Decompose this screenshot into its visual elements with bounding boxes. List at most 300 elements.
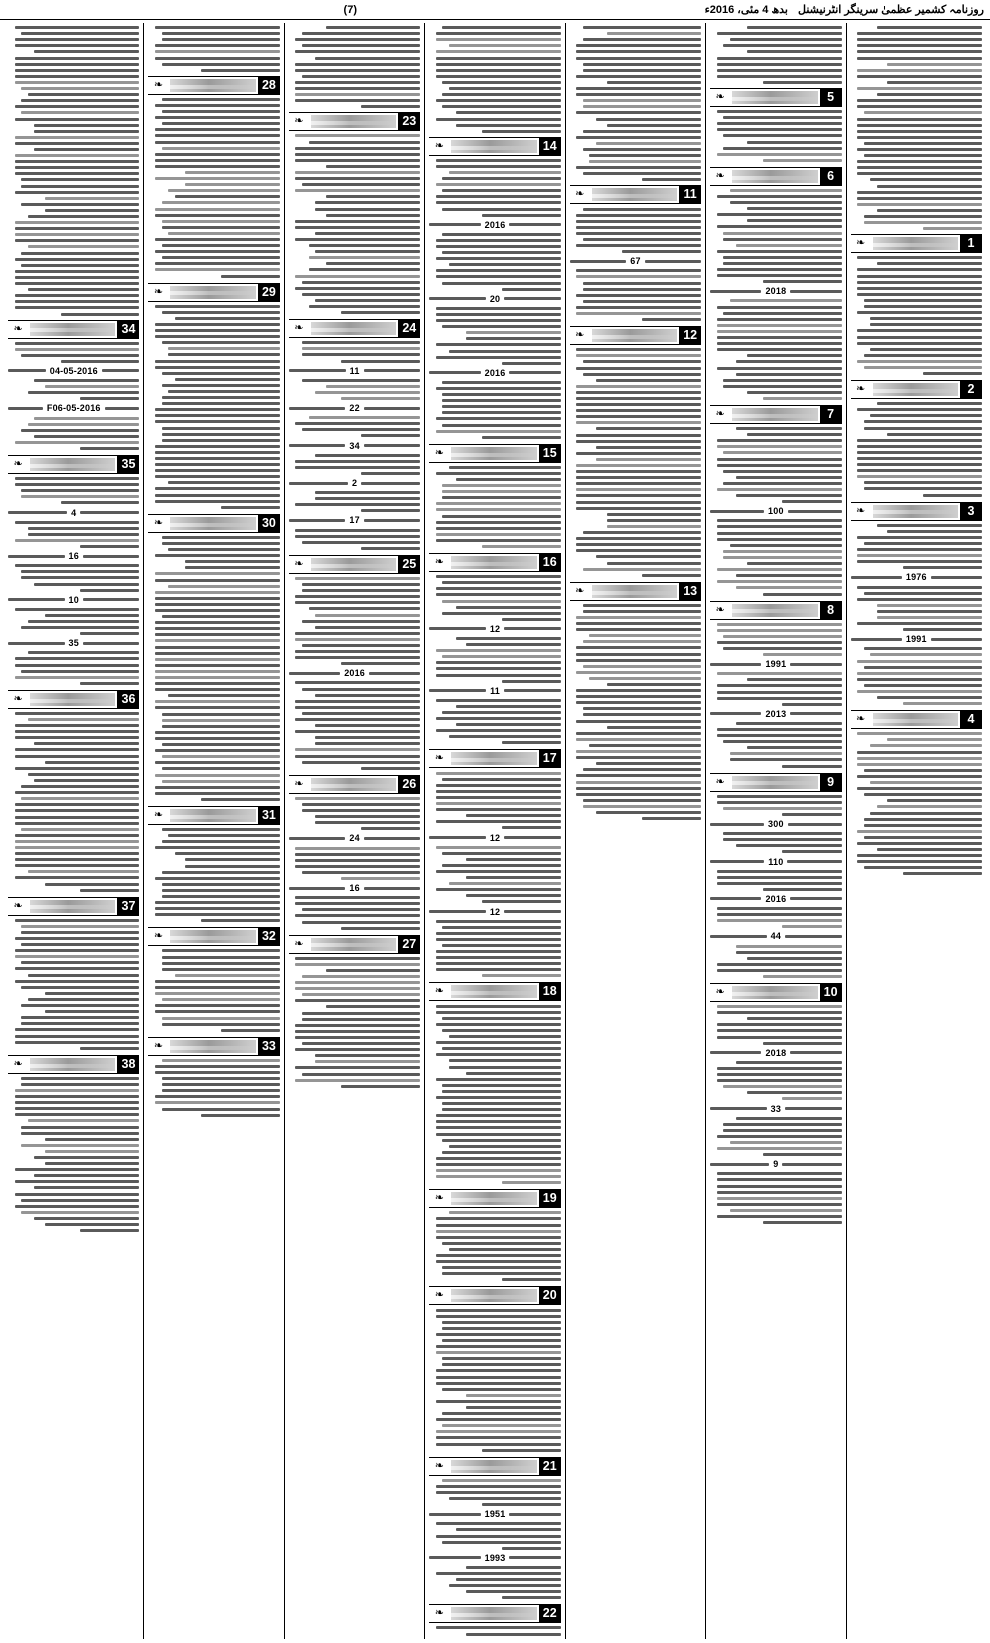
text-line — [763, 975, 842, 978]
text-line — [717, 568, 842, 571]
text-line — [302, 541, 420, 544]
story-block[interactable] — [289, 935, 420, 1088]
text-line — [162, 311, 280, 314]
story-headline[interactable] — [289, 935, 420, 954]
story-headline[interactable] — [8, 320, 139, 339]
text-line — [851, 638, 902, 641]
text-line — [717, 122, 842, 125]
text-line — [923, 372, 982, 375]
text-line — [155, 664, 280, 667]
text-line — [21, 185, 139, 188]
text-line — [168, 694, 280, 697]
text-line — [456, 1578, 561, 1581]
story-block[interactable] — [148, 1037, 279, 1117]
text-line — [302, 761, 420, 764]
text-line — [302, 644, 420, 647]
text-line — [15, 294, 140, 297]
text-line — [717, 195, 842, 198]
text-line — [21, 670, 139, 673]
story-block[interactable] — [851, 710, 982, 875]
text-line — [162, 1089, 280, 1092]
text-line — [576, 415, 701, 418]
text-line — [436, 796, 561, 799]
text-line — [723, 807, 841, 810]
text-line — [442, 1139, 560, 1142]
text-line — [576, 75, 701, 78]
story-block[interactable] — [851, 502, 982, 706]
number-token: 2018 — [765, 1047, 787, 1058]
text-line — [576, 57, 701, 60]
story-block[interactable] — [429, 553, 560, 744]
text-line — [576, 385, 701, 388]
text-line — [502, 1596, 561, 1599]
story-headline[interactable] — [710, 983, 841, 1002]
story-headline[interactable] — [289, 775, 420, 794]
text-line — [466, 814, 561, 817]
text-line — [162, 38, 280, 41]
text-line — [45, 197, 140, 200]
text-line — [877, 604, 982, 607]
story-block[interactable] — [429, 444, 560, 548]
story-headline[interactable] — [8, 1055, 139, 1074]
story-headline[interactable] — [851, 380, 982, 399]
text-line — [155, 591, 280, 594]
text-line — [326, 969, 421, 972]
text-line — [717, 57, 842, 60]
text-line — [436, 1382, 561, 1385]
text-line — [857, 622, 982, 625]
text-line — [857, 548, 982, 551]
text-line — [442, 581, 560, 584]
text-line — [576, 111, 701, 114]
col-7 — [4, 23, 144, 1639]
page-columns — [0, 20, 990, 1643]
headline-text — [170, 79, 255, 92]
text-line — [295, 601, 420, 604]
headline-text — [451, 447, 536, 460]
text-line — [436, 802, 561, 805]
story-headline[interactable] — [710, 773, 841, 792]
story-block[interactable] — [148, 76, 279, 278]
text-line — [15, 1101, 140, 1104]
text-line — [302, 1018, 420, 1021]
text-line — [295, 700, 420, 703]
text-line — [155, 846, 280, 849]
story-headline[interactable] — [570, 582, 701, 601]
inline-number — [429, 833, 560, 843]
story-body — [429, 159, 560, 439]
text-line — [864, 366, 982, 369]
text-line — [857, 275, 982, 278]
text-line — [162, 871, 280, 874]
text-line — [15, 521, 140, 524]
text-line — [15, 1113, 140, 1116]
text-line — [442, 1412, 560, 1415]
text-line — [589, 160, 701, 163]
text-line — [155, 1095, 280, 1098]
text-line — [315, 232, 420, 235]
story-block[interactable] — [429, 1457, 560, 1600]
story-headline[interactable] — [429, 1457, 560, 1476]
text-line — [466, 1072, 561, 1075]
text-line — [429, 910, 486, 913]
text-line — [295, 93, 420, 96]
text-line — [45, 385, 140, 388]
story-headline[interactable] — [429, 749, 560, 768]
paper-title: روزنامہ کشمیر عظمیٰ سرینگر انٹرنیشنل — [798, 4, 984, 16]
headline-text — [451, 556, 536, 569]
story-block[interactable] — [8, 1055, 139, 1232]
text-line — [782, 813, 841, 816]
text-line — [717, 907, 842, 910]
story-headline[interactable] — [429, 553, 560, 572]
story-headline[interactable] — [148, 514, 279, 533]
text-line — [45, 1010, 140, 1013]
story-block[interactable] — [8, 690, 139, 892]
story-block[interactable] — [851, 380, 982, 497]
text-line — [302, 32, 420, 35]
story-block[interactable] — [289, 319, 420, 550]
story-block[interactable] — [429, 1286, 560, 1451]
text-line — [185, 183, 280, 186]
text-line — [723, 116, 841, 119]
text-line — [763, 1221, 842, 1224]
story-headline[interactable] — [429, 1189, 560, 1208]
story-block[interactable] — [570, 185, 701, 321]
story-headline[interactable] — [429, 982, 560, 1001]
text-line — [576, 421, 701, 424]
story-headline[interactable] — [429, 1286, 560, 1305]
text-line — [295, 748, 420, 751]
floret-icon: ❧ — [434, 985, 444, 998]
inline-number — [710, 286, 841, 296]
story-headline[interactable] — [570, 185, 701, 204]
story-headline[interactable] — [851, 502, 982, 521]
text-line — [717, 1197, 842, 1200]
text-line — [168, 585, 280, 588]
text-line — [723, 232, 841, 235]
text-line — [364, 407, 421, 410]
story-body — [8, 342, 139, 450]
text-line — [857, 166, 982, 169]
story-block[interactable] — [8, 897, 139, 1050]
text-line — [583, 713, 701, 716]
text-line — [295, 1079, 420, 1082]
text-line — [870, 781, 982, 784]
story-headline[interactable] — [148, 927, 279, 946]
inline-number — [8, 366, 139, 376]
headline-text — [732, 91, 817, 104]
story-headline[interactable] — [429, 444, 560, 463]
text-line — [857, 124, 982, 127]
story-headline[interactable] — [148, 76, 279, 95]
text-line — [436, 962, 561, 965]
text-line — [717, 1147, 842, 1150]
story-headline[interactable] — [851, 234, 982, 253]
text-line — [717, 795, 842, 798]
text-line — [155, 786, 280, 789]
story-block[interactable] — [710, 167, 841, 400]
story-headline[interactable] — [8, 690, 139, 709]
text-line — [717, 1135, 842, 1138]
story-headline[interactable] — [148, 283, 279, 302]
text-line — [576, 440, 701, 443]
text-line — [509, 1556, 560, 1559]
text-line — [15, 858, 140, 861]
inline-number — [289, 403, 420, 413]
story-block[interactable] — [289, 555, 420, 770]
text-line — [162, 439, 280, 442]
story-body — [429, 466, 560, 548]
text-line — [162, 384, 280, 387]
text-line — [34, 742, 139, 745]
text-line — [442, 251, 560, 254]
text-line — [315, 208, 420, 211]
story-headline[interactable] — [289, 112, 420, 131]
inline-number — [429, 368, 560, 378]
headline-text — [311, 115, 396, 128]
text-line — [864, 111, 982, 114]
text-line — [21, 495, 139, 498]
text-line — [857, 148, 982, 151]
headline-text — [311, 558, 396, 571]
floret-icon: ❧ — [715, 407, 725, 420]
text-line — [45, 1138, 140, 1141]
text-line — [15, 822, 140, 825]
story-block[interactable] — [148, 283, 279, 509]
text-line — [295, 535, 420, 538]
story-block[interactable] — [148, 514, 279, 801]
text-line — [15, 1205, 140, 1208]
story-number: 5 — [820, 89, 842, 106]
inline-number — [851, 572, 982, 582]
story-block[interactable] — [570, 582, 701, 820]
text-line — [436, 790, 561, 793]
story-block[interactable] — [289, 775, 420, 930]
story-headline[interactable] — [148, 806, 279, 825]
text-line — [466, 1633, 561, 1636]
text-line — [436, 1351, 561, 1354]
text-line — [710, 823, 764, 826]
text-line — [442, 81, 560, 84]
text-line — [747, 141, 842, 144]
text-line — [736, 427, 841, 430]
text-line — [295, 595, 420, 598]
story-number: 21 — [539, 1458, 561, 1475]
text-line — [155, 670, 280, 673]
text-line — [717, 268, 842, 271]
text-line — [302, 44, 420, 47]
text-line — [583, 172, 701, 175]
text-line — [717, 697, 842, 700]
text-line — [730, 189, 842, 192]
text-line — [155, 761, 280, 764]
text-line — [877, 262, 982, 265]
col-2 — [706, 23, 846, 1639]
text-line — [576, 354, 701, 357]
story-headline[interactable] — [429, 1604, 560, 1623]
text-line — [857, 757, 982, 760]
text-line — [436, 649, 561, 652]
text-line — [864, 818, 982, 821]
text-line — [302, 908, 420, 911]
story-headline[interactable] — [710, 167, 841, 186]
column-lead-text — [710, 26, 841, 84]
text-line — [436, 50, 561, 53]
text-line — [436, 201, 561, 204]
text-line — [155, 980, 280, 983]
text-line — [168, 347, 280, 350]
text-line — [45, 1223, 140, 1226]
text-line — [309, 305, 421, 308]
text-line — [155, 500, 280, 503]
story-number: 34 — [117, 321, 139, 338]
story-headline[interactable] — [710, 88, 841, 107]
story-block[interactable] — [148, 927, 279, 1031]
text-line — [436, 1078, 561, 1081]
text-line — [80, 889, 139, 892]
story-block[interactable] — [429, 1189, 560, 1281]
story-headline[interactable] — [8, 455, 139, 474]
text-line — [15, 258, 140, 261]
text-line — [723, 385, 841, 388]
story-block[interactable] — [570, 326, 701, 577]
text-line — [747, 746, 842, 749]
story-block[interactable] — [8, 320, 139, 451]
text-line — [295, 681, 420, 684]
text-line — [576, 226, 701, 229]
text-line — [15, 154, 140, 157]
text-line — [763, 397, 842, 400]
story-block[interactable] — [851, 234, 982, 375]
text-line — [710, 1051, 761, 1054]
text-line — [436, 968, 561, 971]
text-line — [449, 735, 561, 738]
text-line — [15, 276, 140, 279]
text-line — [61, 360, 140, 363]
number-token: 1991 — [765, 659, 787, 670]
story-body — [710, 110, 841, 162]
text-line — [162, 402, 280, 405]
story-number: 32 — [258, 928, 280, 945]
story-body — [429, 1309, 560, 1452]
text-line — [295, 963, 420, 966]
text-line — [877, 93, 982, 96]
text-line — [83, 598, 140, 601]
story-headline[interactable] — [710, 405, 841, 424]
text-line — [717, 1203, 842, 1206]
text-line — [887, 530, 982, 533]
number-token: 12 — [489, 623, 501, 634]
text-line — [436, 699, 561, 702]
text-line — [289, 519, 346, 522]
text-line — [15, 69, 140, 72]
text-line — [436, 1626, 561, 1629]
floret-icon: ❧ — [715, 90, 725, 103]
text-line — [857, 281, 982, 284]
text-line — [923, 494, 982, 497]
story-number: 19 — [539, 1190, 561, 1207]
text-line — [717, 525, 842, 528]
text-line — [504, 836, 561, 839]
text-line — [155, 676, 280, 679]
story-body — [851, 524, 982, 706]
text-line — [576, 403, 701, 406]
story-block[interactable] — [710, 773, 841, 978]
text-line — [155, 688, 280, 691]
text-line — [576, 646, 701, 649]
story-block[interactable] — [148, 806, 279, 923]
text-line — [857, 775, 982, 778]
text-line — [583, 805, 701, 808]
story-headline[interactable] — [570, 326, 701, 345]
story-headline[interactable] — [289, 555, 420, 574]
story-headline[interactable] — [8, 897, 139, 916]
text-line — [155, 792, 280, 795]
text-line — [607, 513, 702, 516]
text-line — [155, 57, 280, 60]
text-line — [857, 469, 982, 472]
text-line — [442, 1339, 560, 1342]
headline-text — [170, 517, 255, 530]
story-block[interactable] — [429, 137, 560, 439]
text-line — [857, 329, 982, 332]
text-line — [162, 542, 280, 545]
text-line — [864, 221, 982, 224]
story-headline[interactable] — [148, 1037, 279, 1056]
text-line — [155, 700, 280, 703]
story-number: 6 — [820, 168, 842, 185]
floret-icon: ❧ — [153, 78, 164, 91]
text-line — [295, 865, 420, 868]
story-block[interactable] — [710, 88, 841, 162]
story-block[interactable] — [289, 112, 420, 314]
text-line — [15, 967, 140, 970]
text-line — [15, 26, 140, 29]
text-line — [34, 1174, 139, 1177]
text-line — [295, 987, 420, 990]
text-line — [607, 81, 702, 84]
story-headline[interactable] — [289, 319, 420, 338]
story-block[interactable] — [429, 749, 560, 977]
text-line — [504, 297, 561, 300]
story-headline[interactable] — [710, 601, 841, 620]
story-block[interactable] — [8, 455, 139, 685]
story-block[interactable] — [710, 983, 841, 1224]
text-line — [15, 937, 140, 940]
text-line — [857, 451, 982, 454]
story-number: 9 — [820, 774, 842, 791]
text-line — [717, 1067, 842, 1070]
text-line — [857, 32, 982, 35]
story-block[interactable] — [710, 601, 841, 768]
text-line — [717, 519, 842, 522]
text-line — [162, 767, 280, 770]
story-block[interactable] — [429, 982, 560, 1184]
text-line — [442, 1047, 560, 1050]
text-line — [583, 26, 701, 29]
story-block[interactable] — [429, 1604, 560, 1639]
text-line — [162, 1023, 280, 1026]
story-headline[interactable] — [851, 710, 982, 729]
text-line — [309, 244, 421, 247]
story-body — [289, 341, 420, 550]
text-line — [730, 544, 842, 547]
text-line — [162, 98, 280, 101]
story-headline[interactable] — [429, 137, 560, 156]
headline-text — [873, 505, 958, 518]
story-block[interactable] — [710, 405, 841, 596]
